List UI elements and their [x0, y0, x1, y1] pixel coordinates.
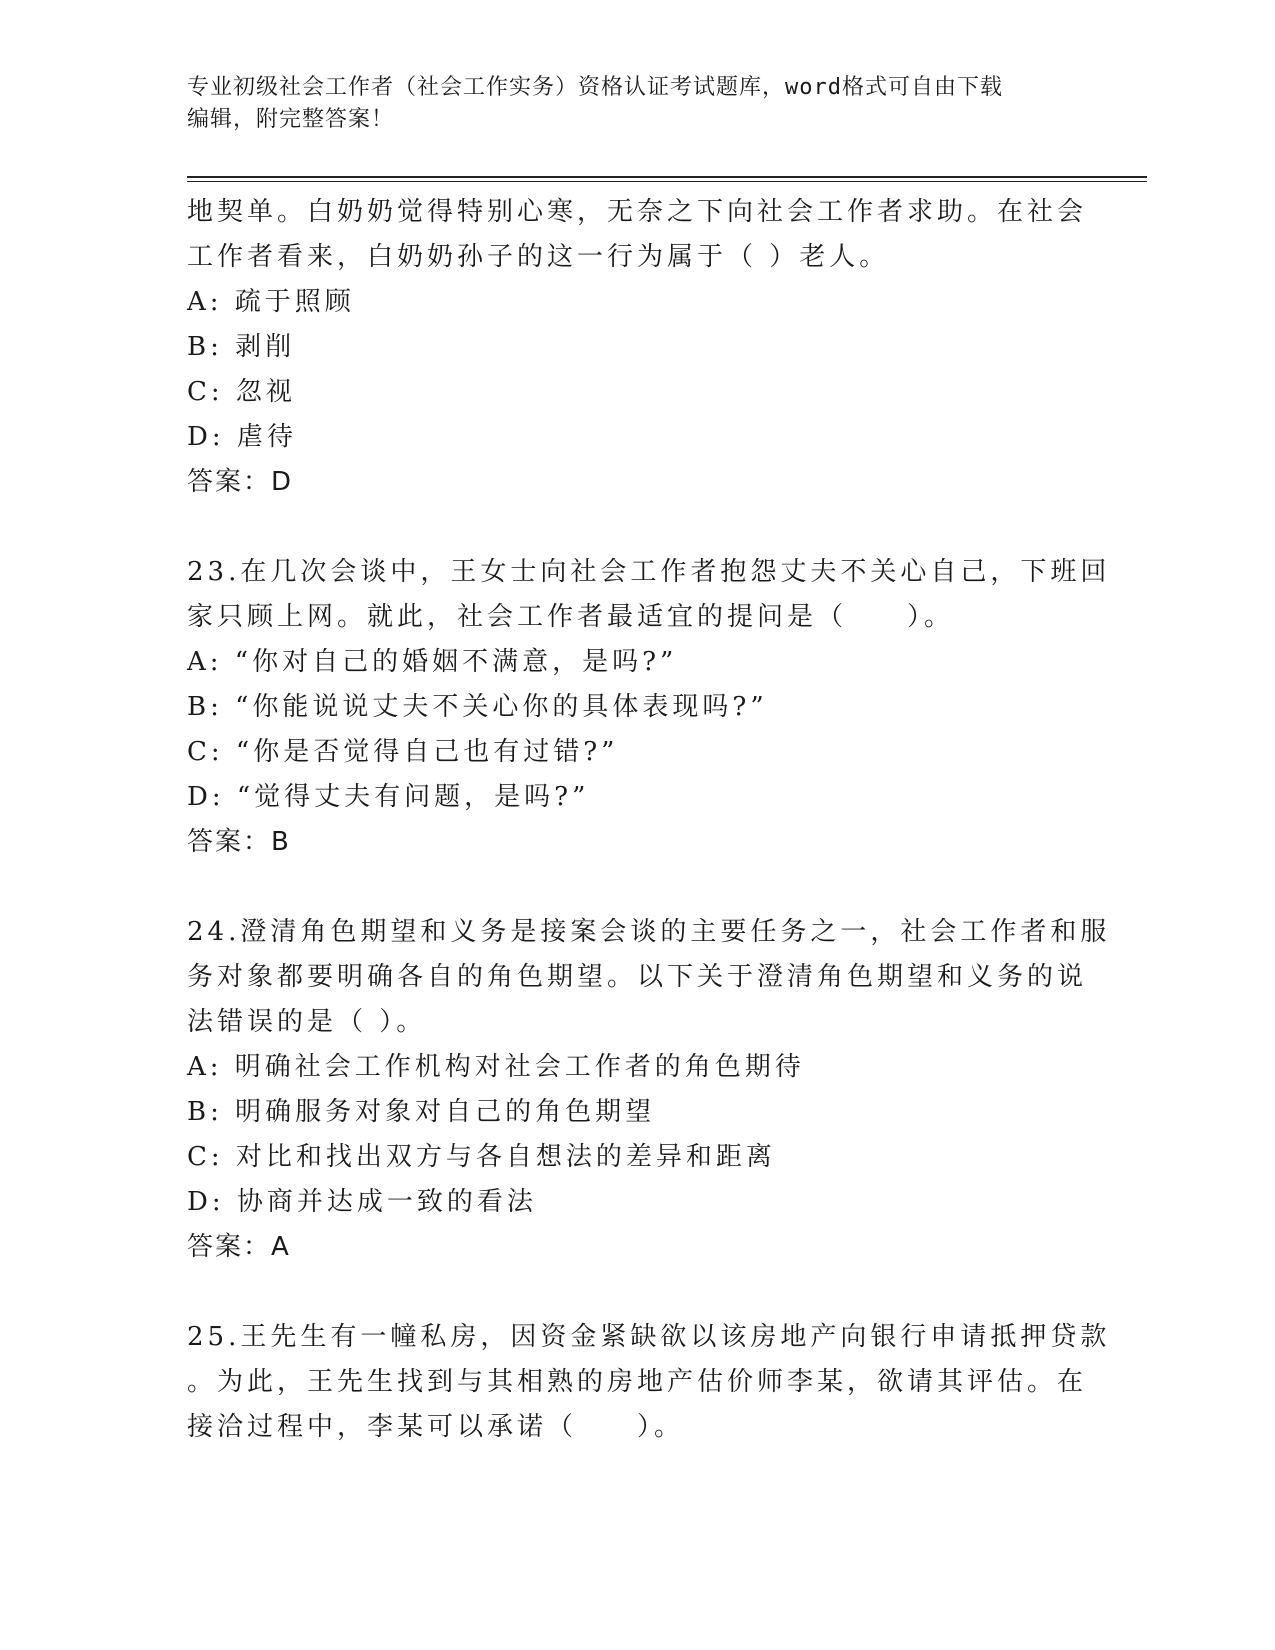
option-c: C: “你是否觉得自己也有过错?”	[187, 737, 619, 767]
question-text-line: 务对象都要明确各自的角色期望。以下关于澄清角色期望和义务的说	[187, 962, 1088, 992]
question-text-line: 23.在几次会谈中，王女士向社会工作者抱怨丈夫不关心自己，下班回	[187, 557, 1111, 587]
option-d: D: 虐待	[187, 422, 297, 452]
option-c: C: 对比和找出双方与各自想法的差异和距离	[187, 1142, 776, 1172]
question-content	[187, 190, 1111, 1450]
header-line-1: 专业初级社会工作者（社会工作实务）资格认证考试题库，word格式可自由下载	[187, 75, 1003, 100]
question-text-line: 。为此，王先生找到与其相熟的房地产估价师李某，欲请其评估。在	[187, 1367, 1088, 1397]
page-header	[187, 72, 1067, 136]
option-a: A: 明确社会工作机构对社会工作者的角色期待	[187, 1052, 805, 1082]
question-22	[187, 190, 1088, 505]
question-25	[187, 1315, 1111, 1450]
option-a: A: “你对自己的婚姻不满意，是吗?”	[187, 647, 678, 677]
question-text-line: 接洽过程中，李某可以承诺（ ）。	[187, 1412, 685, 1442]
question-text-line: 工作者看来，白奶奶孙子的这一行为属于（ ）老人。	[187, 242, 890, 272]
question-text-line: 法错误的是（ ）。	[187, 1007, 427, 1037]
option-c: C: 忽视	[187, 377, 296, 407]
option-a: A: 疏于照顾	[187, 287, 355, 317]
option-b: B: 明确服务对象对自己的角色期望	[187, 1097, 656, 1127]
option-b: B: “你能说说丈夫不关心你的具体表现吗?”	[187, 692, 768, 722]
question-text-line: 25.王先生有一幢私房，因资金紧缺欲以该房地产向银行申请抵押贷款	[187, 1322, 1111, 1352]
question-24	[187, 910, 1111, 1270]
option-d: D: “觉得丈夫有问题，是吗?”	[187, 782, 590, 812]
question-23	[187, 550, 1111, 865]
option-b: B: 剥削	[187, 332, 296, 362]
header-rule-thin	[187, 181, 1147, 182]
answer: 答案：B	[187, 827, 291, 857]
question-text-line: 24.澄清角色期望和义务是接案会谈的主要任务之一，社会工作者和服	[187, 917, 1111, 947]
header-rule-thick	[187, 176, 1147, 178]
question-text-line: 家只顾上网。就此，社会工作者最适宜的提问是（ ）。	[187, 602, 955, 632]
answer: 答案：A	[187, 1232, 291, 1262]
option-d: D: 协商并达成一致的看法	[187, 1187, 537, 1217]
answer: 答案：D	[187, 467, 294, 497]
question-text-line: 地契单。白奶奶觉得特别心寒，无奈之下向社会工作者求助。在社会	[187, 197, 1088, 227]
header-line-2: 编辑，附完整答案！	[187, 107, 395, 132]
